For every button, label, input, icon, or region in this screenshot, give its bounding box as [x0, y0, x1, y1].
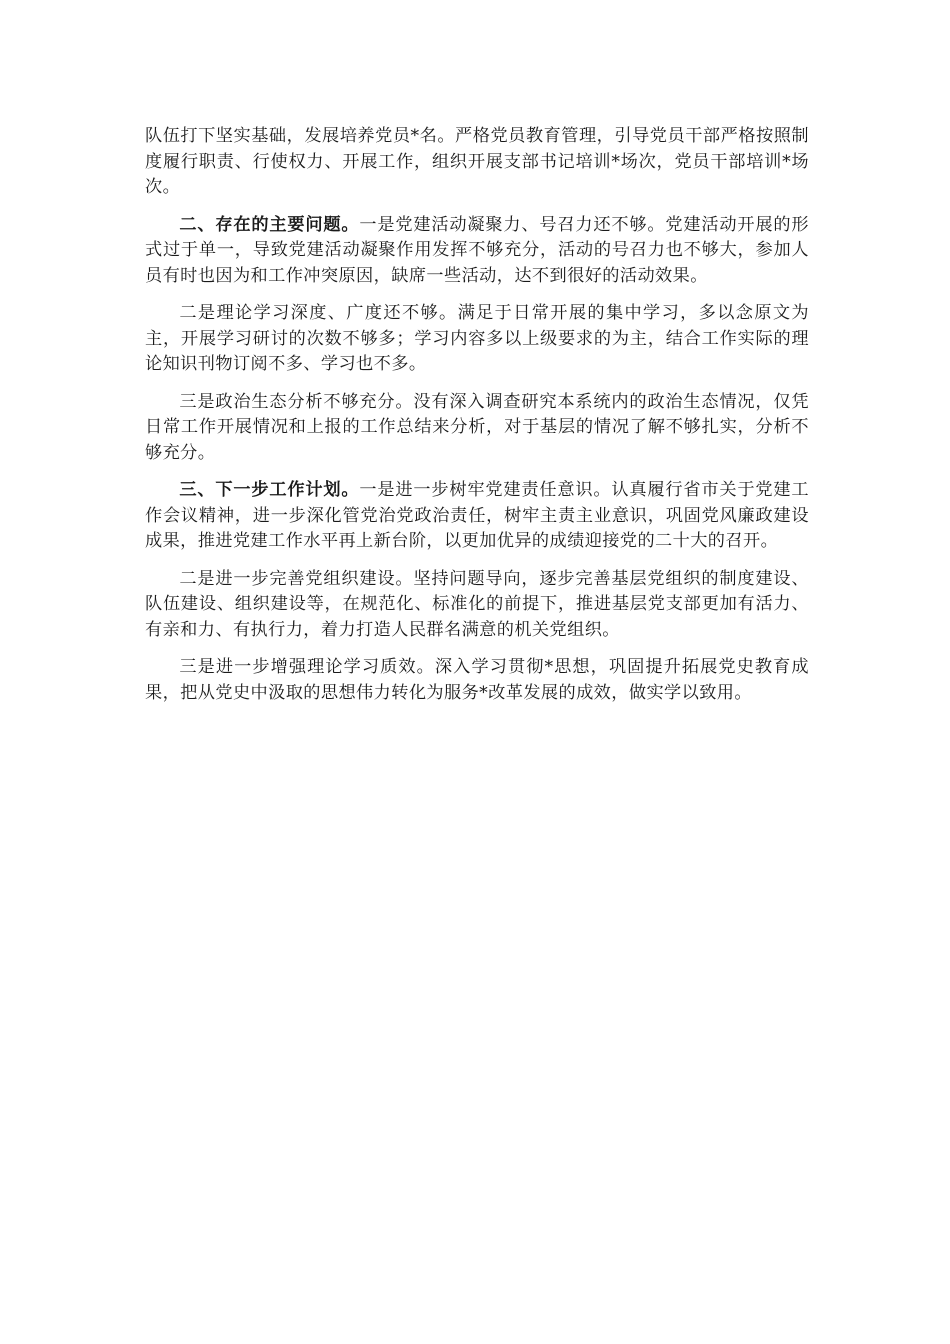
- section-heading-next-plan: 三、下一步工作计划。: [179, 480, 360, 500]
- section-heading-problems: 二、存在的主要问题。: [179, 214, 360, 235]
- paragraph-continuation: [145, 124, 809, 201]
- paragraph-political-ecology: [145, 390, 809, 467]
- document-page: [145, 124, 809, 718]
- paragraph-text: 二是理论学习深度、广度还不够。满足于日常开展的集中学习，多以念原文为主，开展学习研讨的次数不够多；学习内容多以上级要求的为主，结合工作实际的理论知识刊物订阅不多、学习也不多。: [145, 303, 809, 374]
- paragraph-theory-quality: [145, 655, 809, 706]
- paragraph-theory-study: [145, 301, 809, 378]
- paragraph-text: 一是党建活动凝聚力、号召力还不够。党建活动开展的形式过于单一，导致党建活动凝聚作用发挥不够充分，活动的号召力也不够大，参加人员有时也因为和工作冲突原因，缺席一些活动，达不到很好的活动效果。: [145, 214, 809, 286]
- paragraph-next-plan: [145, 478, 809, 555]
- paragraph-text: 三是进一步增强理论学习质效。深入学习贯彻*思想，巩固提升拓展党史教育成果，把从党史中汲取的思想伟力转化为服务*改革发展的成效，做实学以致用。: [145, 657, 809, 703]
- paragraph-text: 二是进一步完善党组织建设。坚持问题导向，逐步完善基层党组织的制度建设、队伍建设、组织建设等，在规范化、标准化的前提下，推进基层党支部更加有活力、有亲和力、有执行力，着力打造人民群名满意的机关党组织。: [145, 568, 809, 640]
- paragraph-organization: [145, 567, 809, 644]
- paragraph-problems: [145, 213, 809, 290]
- paragraph-text: 队伍打下坚实基础，发展培养党员*名。严格党员教育管理，引导党员干部严格按照制度履行职责、行使权力、开展工作，组织开展支部书记培训*场次，党员干部培训*场次。: [145, 126, 809, 197]
- paragraph-text: 一是进一步树牢党建责任意识。认真履行省市关于党建工作会议精神，进一步深化管党治党政治责任，树牢主责主业意识，巩固党风廉政建设成果，推进党建工作水平再上新台阶，以更加优异的成绩迎接党的二十大的召开。: [145, 480, 809, 551]
- paragraph-text: 三是政治生态分析不够充分。没有深入调查研究本系统内的政治生态情况，仅凭日常工作开展情况和上报的工作总结来分析，对于基层的情况了解不够扎实，分析不够充分。: [145, 391, 809, 463]
